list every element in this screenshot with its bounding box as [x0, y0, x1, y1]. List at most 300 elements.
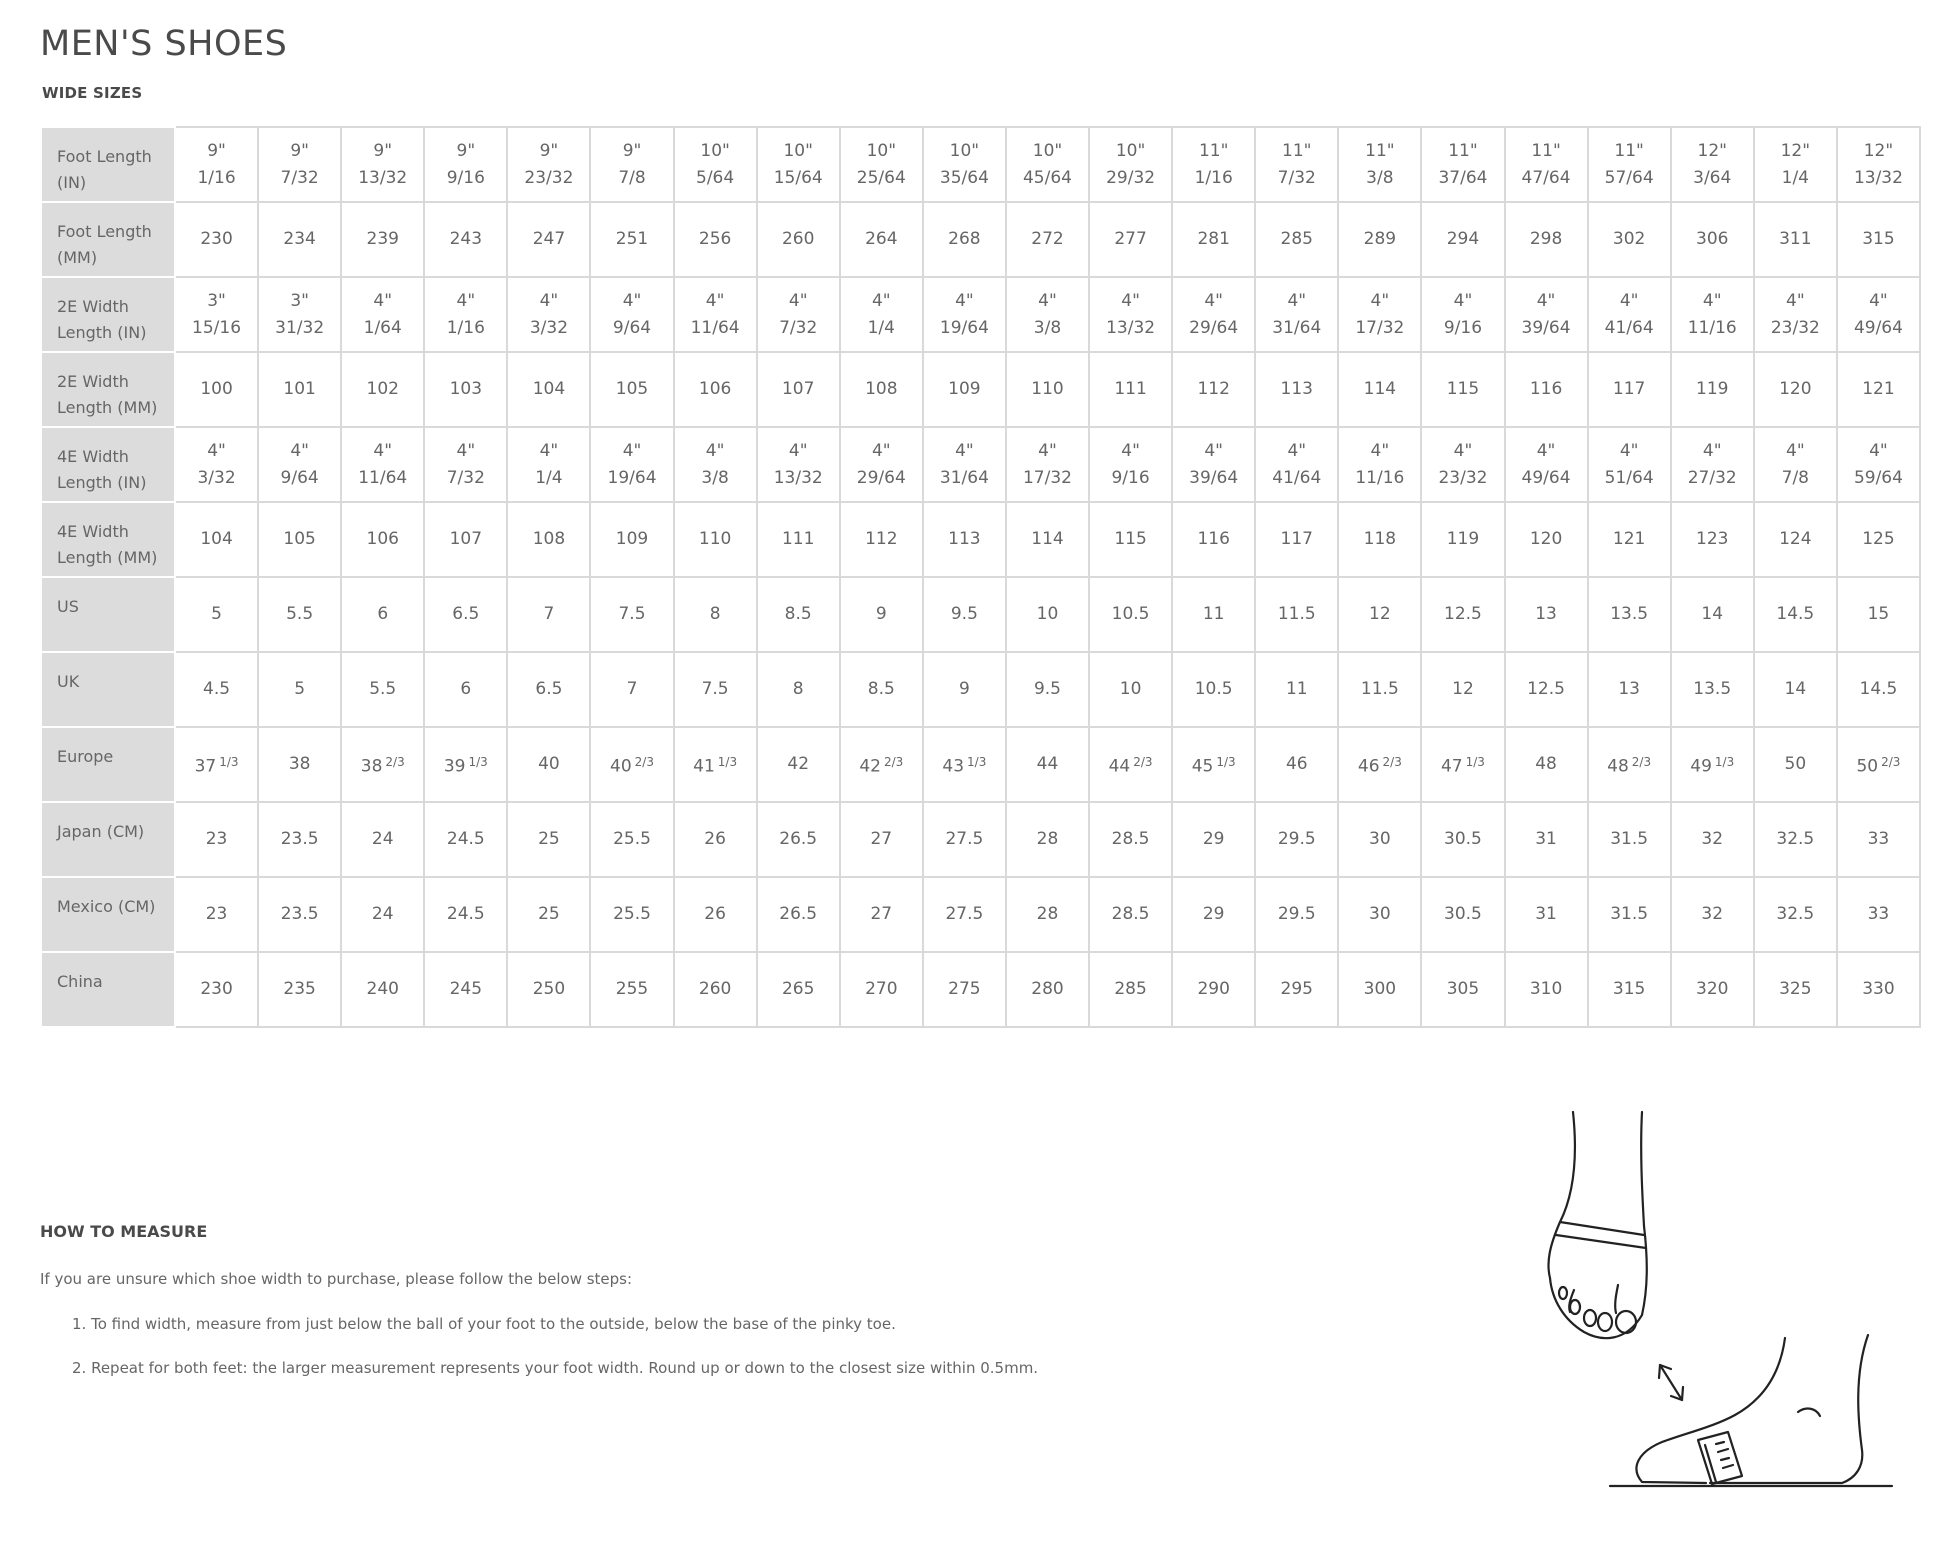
cell-value: 110 [698, 529, 732, 549]
cell-value: 306 [1696, 229, 1729, 249]
size-cell [1255, 202, 1338, 277]
cell-value: 256 [698, 229, 732, 249]
size-cell [1338, 577, 1421, 652]
size-cell [1505, 577, 1588, 652]
cell-value: 28 [1036, 904, 1059, 924]
size-cell [1338, 727, 1421, 802]
size-cell [1255, 652, 1338, 727]
size-cell [840, 952, 923, 1027]
row-header: Foot Length (IN) [41, 127, 175, 202]
size-cell [757, 802, 840, 877]
size-cell [175, 577, 258, 652]
cell-value: 44 [1036, 754, 1059, 774]
cell-value: 12.5 [1527, 679, 1565, 699]
cell-fraction: 3/32 [197, 467, 236, 488]
size-cell [1505, 802, 1588, 877]
size-cell [507, 577, 590, 652]
size-cell [1588, 577, 1671, 652]
cell-fraction: 31/32 [275, 317, 325, 338]
size-cell [674, 952, 757, 1027]
size-cell [1338, 277, 1421, 352]
cell-value: 108 [532, 529, 566, 549]
size-cell [1006, 802, 1089, 877]
size-cell [757, 952, 840, 1027]
cell-fraction: 41/64 [1604, 317, 1654, 338]
size-cell [258, 952, 341, 1027]
cell-value: 14 [1784, 679, 1807, 699]
cell-value: 264 [865, 229, 898, 249]
size-cell [424, 577, 507, 652]
size-cell [1588, 802, 1671, 877]
cell-value: 25.5 [613, 904, 651, 924]
cell-value: 116 [1197, 529, 1230, 549]
cell-value: 32 [1701, 829, 1724, 849]
cell-value: 103 [449, 379, 483, 399]
size-cell [1006, 427, 1089, 502]
size-cell [757, 277, 840, 352]
cell-value: 4" [1287, 290, 1307, 311]
size-cell [923, 202, 1006, 277]
cell-fraction: 1/4 [535, 467, 563, 488]
cell-value: 29.5 [1277, 904, 1316, 924]
size-cell [757, 352, 840, 427]
cell-fraction: 7/32 [779, 317, 818, 338]
toe [1584, 1310, 1596, 1326]
size-cell [1505, 427, 1588, 502]
cell-value: 115 [1114, 529, 1147, 549]
cell-value: 4" [1370, 290, 1390, 311]
size-cell [1588, 202, 1671, 277]
row-header: Japan (CM) [41, 802, 175, 877]
size-cell [175, 877, 258, 952]
cell-value: 4" [788, 440, 808, 461]
size-cell [1421, 127, 1504, 202]
cell-value: 4" [1869, 440, 1888, 461]
size-cell [258, 802, 341, 877]
cell-value: 4" [1038, 440, 1057, 461]
size-cell [1006, 727, 1089, 802]
cell-value: 290 [1197, 979, 1230, 999]
cell-fraction: 3/8 [1366, 167, 1394, 188]
size-cell [590, 427, 673, 502]
cell-fraction: 9/16 [1111, 467, 1150, 488]
cell-fraction: 1/4 [1781, 167, 1809, 188]
row-header: Europe [41, 727, 175, 802]
cell-fraction: 11/16 [1687, 317, 1737, 338]
foot-measure-icon [1530, 1110, 1910, 1510]
cell-value: 30 [1369, 829, 1391, 849]
cell-value: 42 [859, 756, 881, 777]
size-cell [923, 727, 1006, 802]
cell-value: 38 [360, 756, 383, 777]
cell-value: 6 [460, 679, 472, 699]
cell-value: 11" [1282, 140, 1312, 161]
size-cell [424, 202, 507, 277]
cell-fraction: 47/64 [1521, 167, 1571, 188]
size-cell [1338, 427, 1421, 502]
cell-value: 117 [1612, 379, 1646, 399]
size-row [41, 427, 1920, 502]
page-subtitle: WIDE SIZES [42, 84, 143, 102]
cell-value: 10" [783, 140, 813, 161]
cell-value: 26.5 [779, 829, 818, 849]
size-cell [424, 877, 507, 952]
size-cell [923, 802, 1006, 877]
cell-value: 4" [955, 440, 974, 461]
size-cell [1505, 502, 1588, 577]
front-leg-outline [1548, 1112, 1575, 1278]
cell-value: 31.5 [1610, 904, 1649, 924]
cell-value: 4" [539, 440, 559, 461]
size-cell [1172, 652, 1255, 727]
size-chart-body [41, 127, 1920, 1027]
cell-value: 4" [1453, 440, 1473, 461]
size-cell [424, 127, 507, 202]
cell-value: 315 [1862, 229, 1895, 249]
cell-value: 32.5 [1776, 829, 1815, 849]
cell-value: 4" [1619, 440, 1639, 461]
cell-value: 4" [373, 290, 393, 311]
size-cell [923, 877, 1006, 952]
cell-value: 8 [709, 604, 721, 624]
cell-fraction: 3/32 [529, 317, 569, 338]
row-header: China [41, 952, 175, 1027]
size-cell [1754, 127, 1837, 202]
cell-value: 120 [1529, 529, 1563, 549]
size-cell [1671, 877, 1754, 952]
cell-value: 330 [1862, 979, 1895, 999]
cell-value: 4" [1204, 440, 1223, 461]
row-header: Foot Length (MM) [41, 202, 175, 277]
cell-value: 28.5 [1111, 904, 1150, 924]
cell-fraction: 25/64 [856, 167, 906, 188]
cell-value: 315 [1612, 979, 1646, 999]
cell-value: 239 [366, 229, 399, 249]
cell-value: 39 [443, 756, 466, 777]
toe-crease [1615, 1285, 1618, 1313]
cell-value: 42 [787, 754, 810, 774]
size-cell [424, 277, 507, 352]
size-cell [923, 502, 1006, 577]
row-header: Mexico (CM) [41, 877, 175, 952]
cell-value: 109 [948, 379, 981, 399]
cell-value: 10.5 [1194, 679, 1233, 699]
cell-fraction: 13/32 [773, 467, 823, 488]
cell-value: 10" [1032, 140, 1063, 161]
size-cell [1754, 877, 1837, 952]
size-cell [840, 802, 923, 877]
cell-fraction: 29/32 [1106, 167, 1156, 188]
cell-value: 9.5 [950, 604, 978, 624]
size-cell [1421, 802, 1504, 877]
size-cell [1588, 727, 1671, 802]
size-cell [424, 652, 507, 727]
cell-value: 8 [792, 679, 804, 699]
cell-value: 234 [283, 229, 316, 249]
size-cell [1421, 952, 1504, 1027]
size-cell [507, 877, 590, 952]
cell-fraction: 19/64 [939, 317, 989, 338]
cell-value: 49 [1690, 756, 1712, 777]
size-cell [590, 652, 673, 727]
cell-value: 4" [373, 440, 393, 461]
size-cell [674, 577, 757, 652]
cell-value: 3" [290, 290, 309, 311]
cell-value: 23 [205, 829, 228, 849]
size-cell [1837, 802, 1920, 877]
cell-value: 7 [626, 679, 638, 699]
cell-value: 108 [865, 379, 898, 399]
toe [1570, 1300, 1580, 1314]
cell-value: 13.5 [1610, 604, 1649, 624]
cell-value: 4" [622, 440, 642, 461]
cell-value: 24.5 [446, 829, 485, 849]
cell-value: 325 [1779, 979, 1812, 999]
cell-value: 40 [538, 754, 560, 774]
size-cell [1837, 352, 1920, 427]
size-cell [1588, 127, 1671, 202]
cell-fraction: 35/64 [939, 167, 989, 188]
cell-value: 121 [1612, 529, 1646, 549]
cell-value: 113 [948, 529, 981, 549]
size-row [41, 502, 1920, 577]
row-header: 2E Width Length (IN) [41, 277, 175, 352]
cell-value: 11" [1531, 140, 1561, 161]
cell-value: 11.5 [1360, 679, 1399, 699]
size-cell [424, 952, 507, 1027]
size-cell [840, 352, 923, 427]
size-cell [840, 502, 923, 577]
cell-value: 260 [698, 979, 732, 999]
size-cell [1172, 352, 1255, 427]
cell-value: 8.5 [784, 604, 812, 624]
size-cell [175, 277, 258, 352]
cell-value: 4" [955, 290, 974, 311]
size-cell [1006, 577, 1089, 652]
cell-value: 31 [1535, 829, 1557, 849]
size-cell [1754, 352, 1837, 427]
size-cell [1089, 427, 1172, 502]
cell-value: 6 [377, 604, 389, 624]
row-header: US [41, 577, 175, 652]
size-cell [1172, 952, 1255, 1027]
cell-value: 310 [1529, 979, 1563, 999]
cell-value: 119 [1446, 529, 1480, 549]
size-cell [1006, 127, 1089, 202]
size-cell [757, 577, 840, 652]
size-cell [175, 127, 258, 202]
size-cell [1754, 502, 1837, 577]
cell-value: 30.5 [1444, 904, 1482, 924]
cell-fraction: 27/32 [1687, 467, 1737, 488]
cell-value: 115 [1446, 379, 1480, 399]
size-cell [590, 577, 673, 652]
cell-value: 32.5 [1776, 904, 1815, 924]
cell-value: 48 [1607, 756, 1629, 777]
size-row [41, 952, 1920, 1027]
size-cell [1837, 877, 1920, 952]
size-cell [1505, 652, 1588, 727]
size-cell [507, 652, 590, 727]
size-cell [923, 277, 1006, 352]
cell-value: 5 [211, 604, 222, 624]
size-cell [507, 277, 590, 352]
cell-value: 9" [456, 140, 476, 161]
cell-fraction: 15/16 [192, 317, 242, 338]
size-cell [1505, 727, 1588, 802]
cell-value: 4" [705, 440, 725, 461]
cell-value: 275 [948, 979, 981, 999]
size-cell [175, 652, 258, 727]
cell-value: 4" [1786, 290, 1805, 311]
cell-value: 110 [1031, 379, 1064, 399]
cell-fraction: 7/32 [446, 467, 485, 488]
size-cell [1588, 952, 1671, 1027]
cell-value: 27 [870, 829, 893, 849]
size-cell [424, 727, 507, 802]
size-cell [1671, 127, 1754, 202]
size-cell [1172, 277, 1255, 352]
cell-value: 124 [1779, 529, 1812, 549]
size-cell [1006, 952, 1089, 1027]
cell-value: 12.5 [1444, 604, 1482, 624]
size-cell [1172, 877, 1255, 952]
size-cell [1172, 502, 1255, 577]
cell-value: 302 [1612, 229, 1646, 249]
toe [1559, 1287, 1567, 1299]
cell-value: 10" [866, 140, 897, 161]
cell-value: 33 [1867, 829, 1890, 849]
cell-fraction: 7/8 [1781, 467, 1809, 488]
cell-value: 14.5 [1859, 679, 1898, 699]
cell-value: 29.5 [1277, 829, 1316, 849]
size-cell [923, 127, 1006, 202]
cell-value: 4" [622, 290, 642, 311]
cell-value: 270 [865, 979, 898, 999]
cell-value: 10 [1036, 604, 1059, 624]
cell-value: 260 [781, 229, 815, 249]
cell-fraction: 19/64 [607, 467, 657, 488]
cell-fraction: 1/16 [197, 167, 236, 188]
size-cell [1255, 502, 1338, 577]
cell-fraction: 3/8 [1033, 317, 1062, 338]
cell-value: 9" [622, 140, 642, 161]
cell-value: 112 [1197, 379, 1230, 399]
size-cell [1172, 427, 1255, 502]
cell-fraction: 13/32 [1853, 167, 1903, 188]
cell-value: 6.5 [535, 679, 563, 699]
size-cell [1089, 952, 1172, 1027]
how-to-measure-steps [72, 1302, 1038, 1390]
cell-value: 255 [615, 979, 649, 999]
size-cell [1255, 877, 1338, 952]
size-cell [840, 577, 923, 652]
size-cell [1338, 127, 1421, 202]
size-cell [1006, 202, 1089, 277]
cell-value: 5.5 [286, 604, 314, 624]
cell-value: 30.5 [1444, 829, 1482, 849]
size-cell [1338, 502, 1421, 577]
toe [1598, 1313, 1612, 1331]
cell-value: 4" [207, 440, 226, 461]
cell-fraction-sup: 2/3 [1382, 754, 1402, 769]
size-chart-table [40, 126, 1921, 1028]
size-cell [424, 502, 507, 577]
cell-value: 265 [781, 979, 815, 999]
cell-value: 298 [1529, 229, 1563, 249]
cell-fraction: 29/64 [856, 467, 906, 488]
cell-fraction: 29/64 [1189, 317, 1239, 338]
row-header: 4E Width Length (MM) [41, 502, 175, 577]
size-cell [1006, 877, 1089, 952]
cell-value: 7.5 [701, 679, 729, 699]
size-cell [1006, 652, 1089, 727]
size-cell [1421, 502, 1504, 577]
cell-value: 107 [781, 379, 815, 399]
cell-value: 41 [693, 756, 715, 777]
size-cell [1671, 802, 1754, 877]
cell-value: 285 [1280, 229, 1313, 249]
cell-value: 300 [1363, 979, 1397, 999]
cell-value: 24.5 [446, 904, 485, 924]
size-cell [507, 202, 590, 277]
size-cell [175, 952, 258, 1027]
front-leg-outline [1641, 1112, 1647, 1315]
size-cell [507, 427, 590, 502]
size-cell [1338, 202, 1421, 277]
cell-value: 15 [1867, 604, 1890, 624]
size-cell [258, 652, 341, 727]
cell-fraction: 1/16 [1194, 167, 1233, 188]
cell-fraction-sup: 2/3 [385, 754, 405, 769]
cell-value: 230 [200, 979, 233, 999]
size-cell [424, 352, 507, 427]
cell-value: 27 [870, 904, 893, 924]
cell-value: 4" [1204, 290, 1223, 311]
cell-fraction: 23/32 [524, 167, 574, 188]
cell-fraction-sup: 1/3 [1216, 754, 1236, 769]
cell-value: 285 [1114, 979, 1147, 999]
size-cell [1671, 502, 1754, 577]
size-cell [674, 502, 757, 577]
size-cell [175, 202, 258, 277]
cell-value: 109 [615, 529, 649, 549]
cell-value: 104 [532, 379, 566, 399]
cell-value: 4" [456, 290, 476, 311]
cell-value: 105 [283, 529, 316, 549]
cell-fraction-sup: 2/3 [883, 754, 904, 769]
size-cell [341, 202, 424, 277]
size-cell [258, 577, 341, 652]
cell-fraction: 9/16 [1443, 317, 1483, 338]
cell-value: 105 [615, 379, 649, 399]
cell-fraction: 11/64 [358, 467, 408, 488]
size-cell [1089, 802, 1172, 877]
cell-value: 48 [1535, 754, 1557, 774]
cell-fraction: 1/4 [867, 317, 895, 338]
cell-fraction-sup: 2/3 [1631, 754, 1652, 769]
cell-value: 4.5 [203, 679, 231, 699]
cell-value: 46 [1357, 756, 1380, 777]
cell-value: 47 [1440, 756, 1463, 777]
cell-fraction: 11/64 [690, 317, 740, 338]
cell-value: 10" [949, 140, 980, 161]
cell-value: 268 [948, 229, 981, 249]
cell-value: 43 [942, 756, 965, 777]
size-cell [674, 202, 757, 277]
size-cell [341, 427, 424, 502]
size-cell [1837, 127, 1920, 202]
